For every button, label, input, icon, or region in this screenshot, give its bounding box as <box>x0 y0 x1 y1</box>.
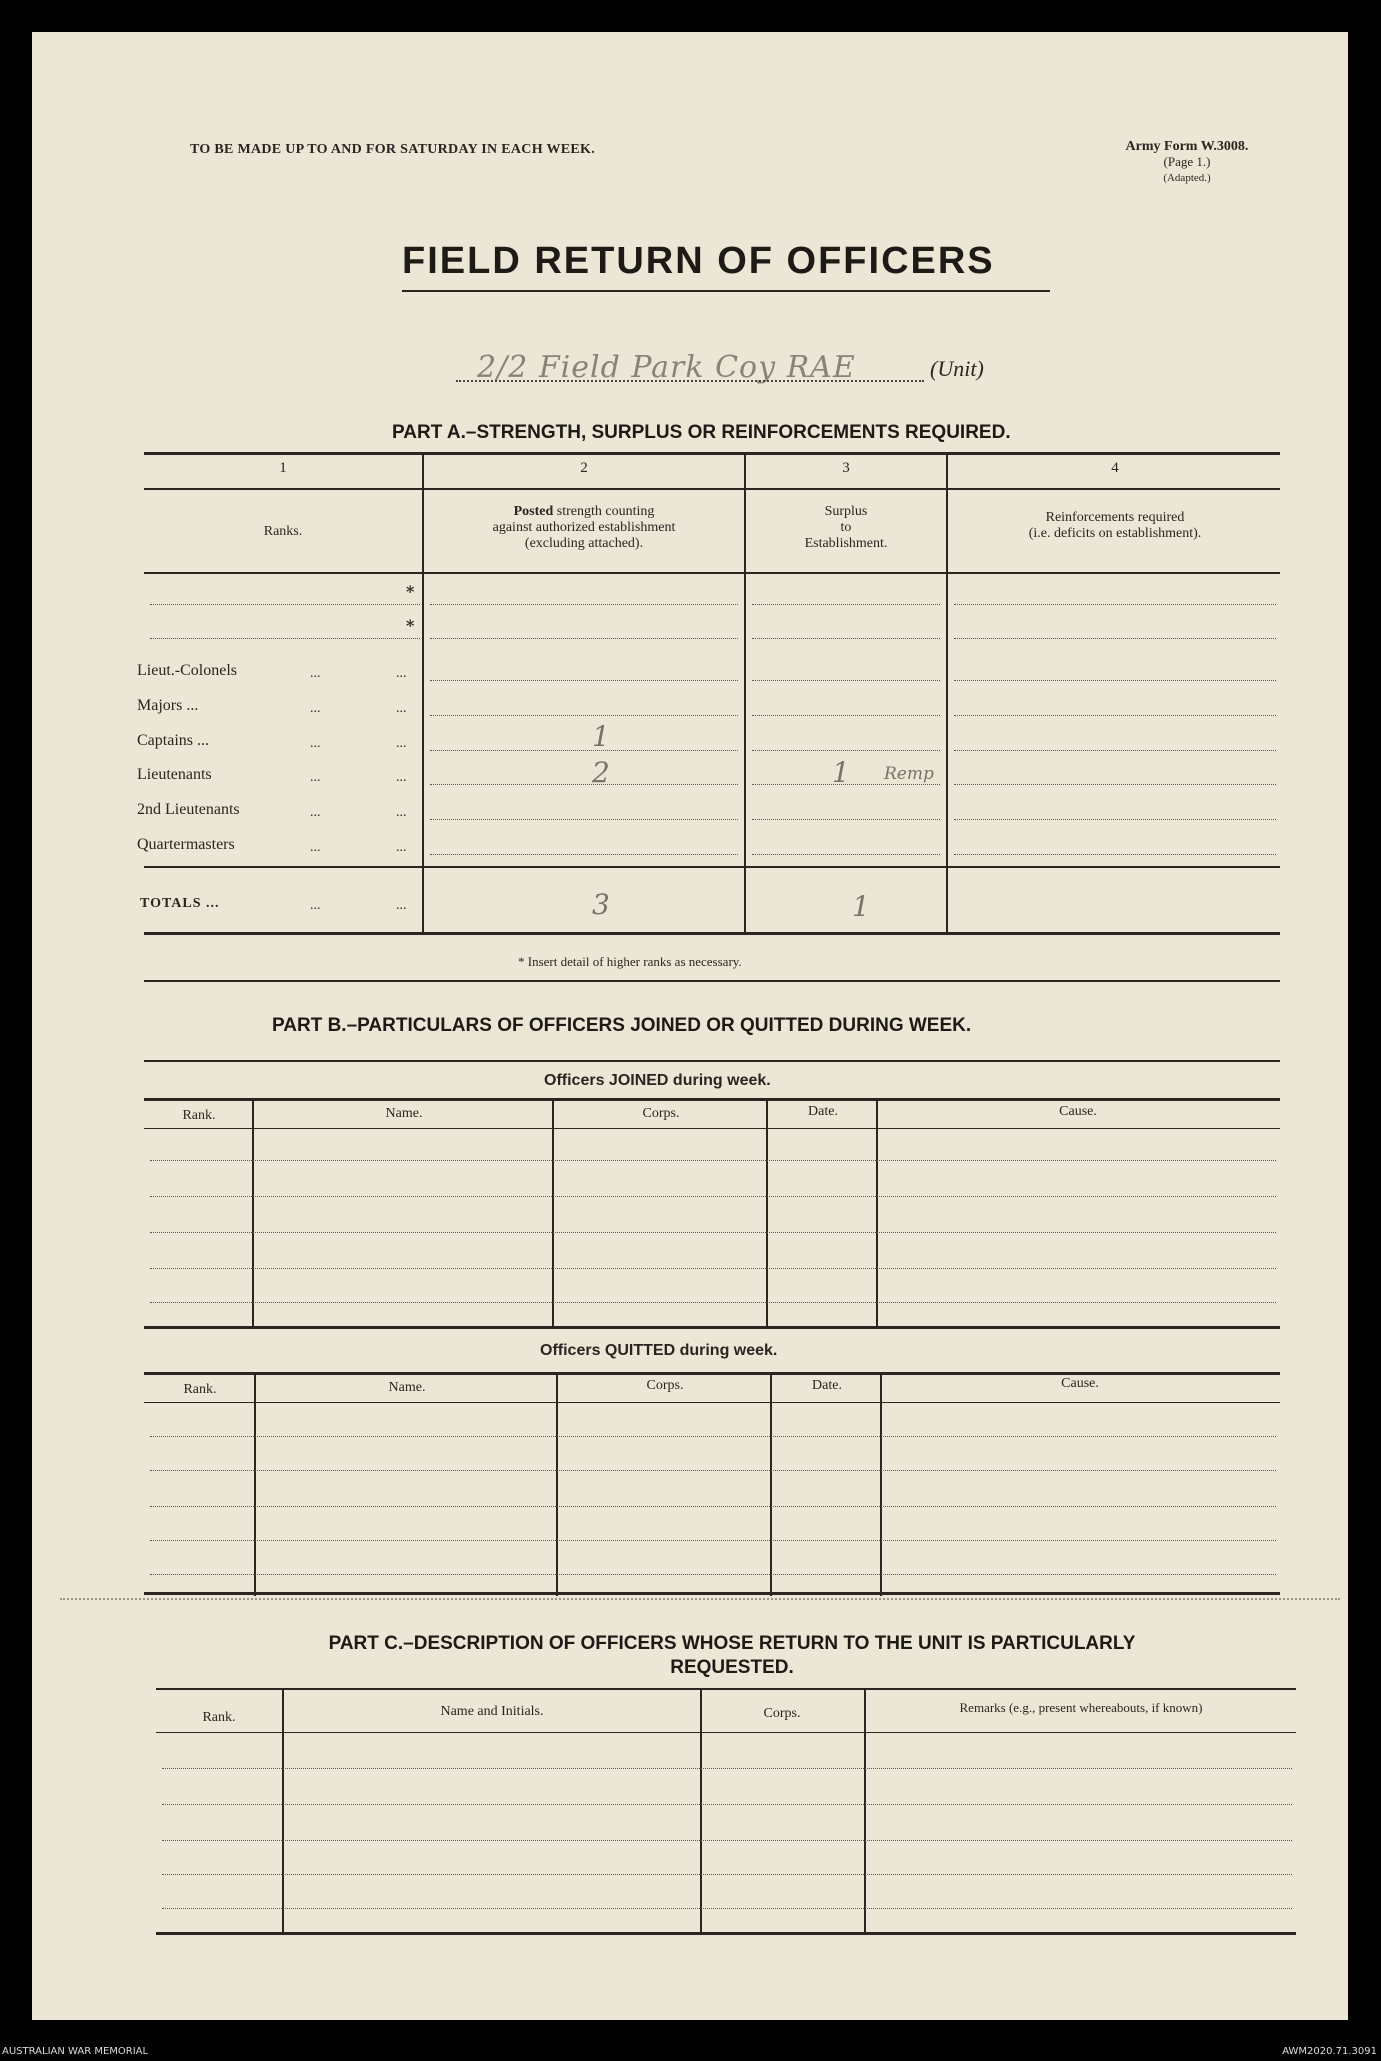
star-marker-2: * <box>406 616 415 635</box>
joined-header-rule <box>144 1098 1280 1101</box>
joined-row-4[interactable] <box>150 1268 1276 1269</box>
joined-row-1[interactable] <box>150 1160 1276 1161</box>
part-a-end-rule <box>144 980 1280 982</box>
rank-majors: Majors ... <box>137 697 199 714</box>
quitted-col-corps: Corps. <box>646 1378 684 1393</box>
joined-row-3[interactable] <box>150 1232 1276 1233</box>
part-c-heading-line-1: PART C.–DESCRIPTION OF OFFICERS WHOSE RETURN TO THE UNIT IS PARTICULARLY <box>328 1633 1136 1654</box>
part-c-col-remarks: Remarks (e.g., present whereabouts, if known) <box>959 1700 1203 1715</box>
col-header-ranks: Ranks. <box>263 524 303 539</box>
form-number-block <box>1092 138 1282 186</box>
ellipsis-3a: ... <box>310 736 321 751</box>
lieutenants-surplus-value: 1 <box>832 756 850 789</box>
joined-bottom-rule <box>144 1326 1280 1329</box>
col-number-1: 1 <box>279 460 287 476</box>
part-c-col-rule <box>156 1732 1296 1733</box>
ellipsis-6b: ... <box>396 840 407 855</box>
reinf-field-captains[interactable] <box>954 750 1276 751</box>
ellipsis-4b: ... <box>396 770 407 785</box>
part-c-col-name: Name and Initials. <box>440 1704 544 1719</box>
reinf-field-2nd-lieutenants[interactable] <box>954 819 1276 820</box>
unit-label: (Unit) <box>930 356 984 381</box>
unit-handwritten: 2/2 Field Park Coy RAE <box>477 350 856 385</box>
header-bottom-rule <box>144 572 1280 574</box>
part-a-heading: PART A.–STRENGTH, SURPLUS OR REINFORCEMENTS REQUIRED. <box>392 422 1011 443</box>
quitted-col-rule <box>144 1402 1280 1403</box>
part-c-heading-line-2: REQUESTED. <box>670 1657 794 1678</box>
surplus-field-2nd-lieutenants[interactable] <box>752 819 940 820</box>
col-number-2: 2 <box>580 460 588 476</box>
quitted-divider-1 <box>254 1374 256 1596</box>
reinf-line-1: Reinforcements required <box>1045 510 1185 525</box>
surplus-line-2: to <box>840 520 852 535</box>
surplus-field-captains[interactable] <box>752 750 940 751</box>
joined-divider-1 <box>252 1100 254 1328</box>
quitted-col-rank: Rank. <box>183 1382 217 1397</box>
joined-col-cause: Cause. <box>1059 1104 1097 1119</box>
surplus-field-lieut-colonels[interactable] <box>752 680 940 681</box>
ellipsis-3b: ... <box>396 736 407 751</box>
part-c-col-corps: Corps. <box>763 1706 801 1721</box>
unit-field[interactable] <box>456 380 924 382</box>
instruction-text: TO BE MADE UP TO AND FOR SATURDAY IN EACH WEEK. <box>190 142 596 157</box>
reinf-field-2[interactable] <box>954 638 1276 639</box>
col-number-4: 4 <box>1111 460 1119 476</box>
title-underline <box>402 290 1050 292</box>
surplus-line-1: Surplus <box>824 504 868 519</box>
ellipsis-6a: ... <box>310 840 321 855</box>
ellipsis-totals-a: ... <box>310 898 321 913</box>
rank-lieutenants: Lieutenants <box>137 766 212 783</box>
col-header-posted <box>424 504 744 552</box>
blank-rank-field-2[interactable] <box>150 638 420 639</box>
reinf-field-quartermasters[interactable] <box>954 854 1276 855</box>
joined-col-date: Date. <box>808 1104 838 1119</box>
surplus-field-quartermasters[interactable] <box>752 854 940 855</box>
joined-divider-4 <box>876 1100 878 1328</box>
joined-col-name: Name. <box>385 1106 423 1121</box>
posted-line-1: strength counting <box>556 504 655 519</box>
quitted-title: Officers QUITTED during week. <box>540 1342 778 1359</box>
posted-field-quartermasters[interactable] <box>430 854 738 855</box>
form-sheet <box>32 32 1348 2020</box>
joined-col-rule <box>144 1128 1280 1129</box>
reinf-field-lieutenants[interactable] <box>954 784 1276 785</box>
form-number: Army Form W.3008. <box>1125 139 1249 154</box>
quitted-row-4[interactable] <box>150 1540 1276 1541</box>
higher-ranks-note: * Insert detail of higher ranks as necessary. <box>518 954 742 969</box>
page-label: (Page 1.) <box>1163 154 1211 169</box>
lieutenants-surplus-note: Remp <box>884 764 934 784</box>
col-header-reinforcements <box>948 510 1282 542</box>
joined-title: Officers JOINED during week. <box>544 1072 771 1089</box>
ellipsis-1a: ... <box>310 666 321 681</box>
star-marker-1: * <box>406 582 415 601</box>
posted-bold: Posted <box>513 504 554 519</box>
captains-posted-value: 1 <box>592 720 610 753</box>
quitted-divider-2 <box>556 1374 558 1596</box>
part-c-divider-3 <box>864 1690 866 1934</box>
posted-field-2nd-lieutenants[interactable] <box>430 819 738 820</box>
joined-col-corps: Corps. <box>642 1106 680 1121</box>
part-c-bottom-rule <box>156 1932 1296 1935</box>
ellipsis-5a: ... <box>310 805 321 820</box>
part-b-top-rule <box>144 1060 1280 1062</box>
posted-field-majors[interactable] <box>430 715 738 716</box>
rank-2nd-lieutenants: 2nd Lieutenants <box>137 801 240 818</box>
quitted-col-cause: Cause. <box>1061 1376 1099 1391</box>
totals-bottom-rule <box>144 932 1280 935</box>
totals-surplus-value: 1 <box>852 890 870 923</box>
perforation-line <box>60 1598 1340 1600</box>
posted-field-2[interactable] <box>430 638 738 639</box>
col-number-rule <box>144 488 1280 490</box>
rank-lieut-colonels: Lieut.-Colonels <box>137 662 237 679</box>
part-c-divider-1 <box>282 1690 284 1934</box>
posted-field-lieutenants[interactable] <box>430 784 738 785</box>
posted-field-captains[interactable] <box>430 750 738 751</box>
page-title: FIELD RETURN OF OFFICERS <box>402 240 995 282</box>
quitted-col-name: Name. <box>388 1380 426 1395</box>
ellipsis-2b: ... <box>396 701 407 716</box>
part-b-heading: PART B.–PARTICULARS OF OFFICERS JOINED OR QUITTED DURING WEEK. <box>272 1015 972 1036</box>
part-c-col-rank: Rank. <box>202 1710 236 1725</box>
quitted-row-3[interactable] <box>150 1506 1276 1507</box>
part-c-row-2[interactable] <box>162 1804 1292 1805</box>
lieutenants-posted-value: 2 <box>592 756 610 789</box>
part-c-row-3[interactable] <box>162 1840 1292 1841</box>
quitted-row-5[interactable] <box>150 1574 1276 1575</box>
rank-captains: Captains ... <box>137 732 209 749</box>
posted-field-1[interactable] <box>430 604 738 605</box>
posted-line-2: against authorized establishment <box>492 520 676 535</box>
joined-divider-3 <box>766 1100 768 1328</box>
part-c-heading <box>202 1632 1262 1680</box>
surplus-field-majors[interactable] <box>752 715 940 716</box>
joined-col-rank: Rank. <box>182 1108 216 1123</box>
totals-label: TOTALS ... <box>140 896 220 911</box>
footer-source: AUSTRALIAN WAR MEMORIAL <box>2 2046 149 2057</box>
ellipsis-5b: ... <box>396 805 407 820</box>
reinf-line-2: (i.e. deficits on establishment). <box>1028 526 1202 541</box>
surplus-field-2[interactable] <box>752 638 940 639</box>
posted-line-3: (excluding attached). <box>524 536 644 551</box>
rank-quartermasters: Quartermasters <box>137 836 235 853</box>
footer-accession-number: AWM2020.71.3091 <box>1282 2046 1377 2057</box>
quitted-row-1[interactable] <box>150 1436 1276 1437</box>
joined-row-5[interactable] <box>150 1302 1276 1303</box>
joined-row-2[interactable] <box>150 1196 1276 1197</box>
surplus-field-1[interactable] <box>752 604 940 605</box>
ellipsis-4a: ... <box>310 770 321 785</box>
ellipsis-1b: ... <box>396 666 407 681</box>
quitted-row-2[interactable] <box>150 1470 1276 1471</box>
part-a-top-rule <box>144 452 1280 455</box>
quitted-divider-3 <box>770 1374 772 1596</box>
posted-field-lieut-colonels[interactable] <box>430 680 738 681</box>
col-number-3: 3 <box>842 460 850 476</box>
quitted-col-date: Date. <box>812 1378 842 1393</box>
part-c-divider-2 <box>700 1690 702 1934</box>
adapted-label: (Adapted.) <box>1163 172 1211 184</box>
totals-posted-value: 3 <box>592 888 610 921</box>
quitted-header-rule <box>144 1372 1280 1375</box>
ellipsis-2a: ... <box>310 701 321 716</box>
blank-rank-field-1[interactable] <box>150 604 420 605</box>
quitted-bottom-rule <box>144 1592 1280 1595</box>
col-header-surplus <box>746 504 946 552</box>
quitted-divider-4 <box>880 1374 882 1596</box>
part-c-row-5[interactable] <box>162 1908 1292 1909</box>
totals-top-rule <box>144 866 1280 868</box>
reinf-field-1[interactable] <box>954 604 1276 605</box>
part-c-top-rule <box>156 1688 1296 1690</box>
part-c-row-4[interactable] <box>162 1874 1292 1875</box>
ellipsis-totals-b: ... <box>396 898 407 913</box>
surplus-line-3: Establishment. <box>804 536 888 551</box>
reinf-field-majors[interactable] <box>954 715 1276 716</box>
reinf-field-lieut-colonels[interactable] <box>954 680 1276 681</box>
part-c-row-1[interactable] <box>162 1768 1292 1769</box>
joined-divider-2 <box>552 1100 554 1328</box>
